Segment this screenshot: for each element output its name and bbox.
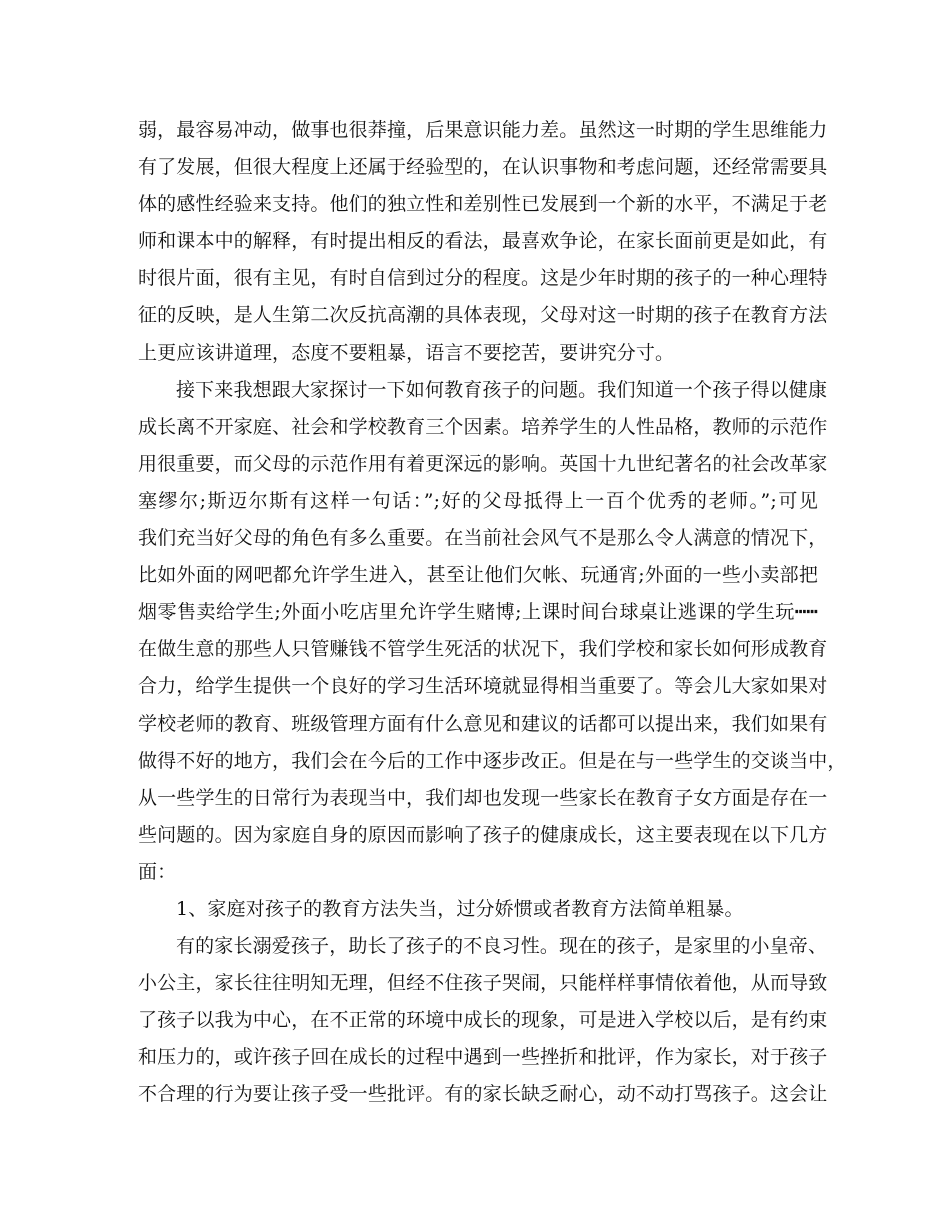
text-line: 用很重要，而父母的示范作用有着更深远的影响。英国十九世纪著名的社会改革家	[138, 452, 828, 475]
text-line: 了孩子以我为中心，在不正常的环境中成长的现象，可是进入学校以后，是有约束	[138, 1009, 828, 1032]
text-line: 时很片面，很有主见，有时自信到过分的程度。这是少年时期的孩子的一种心理特	[138, 267, 828, 290]
text-line: 小公主，家长往往明知无理，但经不住孩子哭闹，只能样样事情依着他，从而导致	[138, 972, 828, 995]
text-line: 弱，最容易冲动，做事也很莽撞，后果意识能力差。虽然这一时期的学生思维能力	[138, 119, 828, 141]
text-line: 些问题的。因为家庭自身的原因而影响了孩子的健康成长，这主要表现在以下几方	[138, 823, 828, 846]
text-line: 面：	[138, 860, 177, 883]
list-item-heading: 1、家庭对孩子的教育方法失当，过分娇惯或者教育方法简单粗暴。	[176, 897, 744, 920]
text-line: 我们充当好父母的角色有多么重要。在当前社会风气不是那么令人满意的情况下，	[138, 527, 828, 550]
text-line: 在做生意的那些人只管赚钱不管学生死活的状况下，我们学校和家长如何形成教育	[138, 638, 828, 661]
text-line: 学校老师的教育、班级管理方面有什么意见和建议的话都可以提出来，我们如果有	[138, 712, 828, 735]
text-line: 上更应该讲道理，态度不要粗暴，语言不要挖苦，要讲究分寸。	[138, 341, 675, 364]
text-line: 比如外面的网吧都允许学生进入，甚至让他们欠帐、玩通宵;外面的一些小卖部把	[138, 564, 818, 587]
text-line: 不合理的行为要让孩子受一些批评。有的家长缺乏耐心，动不动打骂孩子。这会让	[138, 1083, 828, 1106]
body-text	[138, 112, 847, 1114]
text-line: 做得不好的地方，我们会在今后的工作中逐步改正。但是在与一些学生的交谈当中，	[138, 749, 847, 772]
paragraph-first-line: 接下来我想跟大家探讨一下如何教育孩子的问题。我们知道一个孩子得以健康	[176, 378, 828, 401]
text-line: 从一些学生的日常行为表现当中，我们却也发现一些家长在教育子女方面是存在一	[138, 786, 828, 809]
text-line: 体的感性经验来支持。他们的独立性和差别性已发展到一个新的水平，不满足于老	[138, 193, 828, 216]
text-line: 成长离不开家庭、社会和学校教育三个因素。培养学生的人性品格，教师的示范作	[138, 415, 828, 438]
text-line: 和压力的，或许孩子回在成长的过程中遇到一些挫折和批评，作为家长，对于孩子	[138, 1046, 828, 1069]
text-line: 有了发展，但很大程度上还属于经验型的，在认识事物和考虑问题，还经常需要具	[138, 156, 828, 179]
text-line: 烟零售卖给学生;外面小吃店里允许学生赌博;上课时间台球桌让逃课的学生玩┅┅	[138, 601, 818, 624]
text-line: 塞缪尔;斯迈尔斯有这样一句话：”;好的父母抵得上一百个优秀的老师。”;可见	[138, 489, 818, 512]
text-line: 师和课本中的解释，有时提出相反的看法，最喜欢争论，在家长面前更是如此，有	[138, 230, 828, 253]
paragraph-first-line: 有的家长溺爱孩子，助长了孩子的不良习性。现在的孩子，是家里的小皇帝、	[176, 935, 828, 958]
text-line: 征的反映，是人生第二次反抗高潮的具体表现，父母对这一时期的孩子在教育方法	[138, 304, 828, 327]
text-line: 合力，给学生提供一个良好的学习生活环境就显得相当重要了。等会儿大家如果对	[138, 675, 828, 698]
